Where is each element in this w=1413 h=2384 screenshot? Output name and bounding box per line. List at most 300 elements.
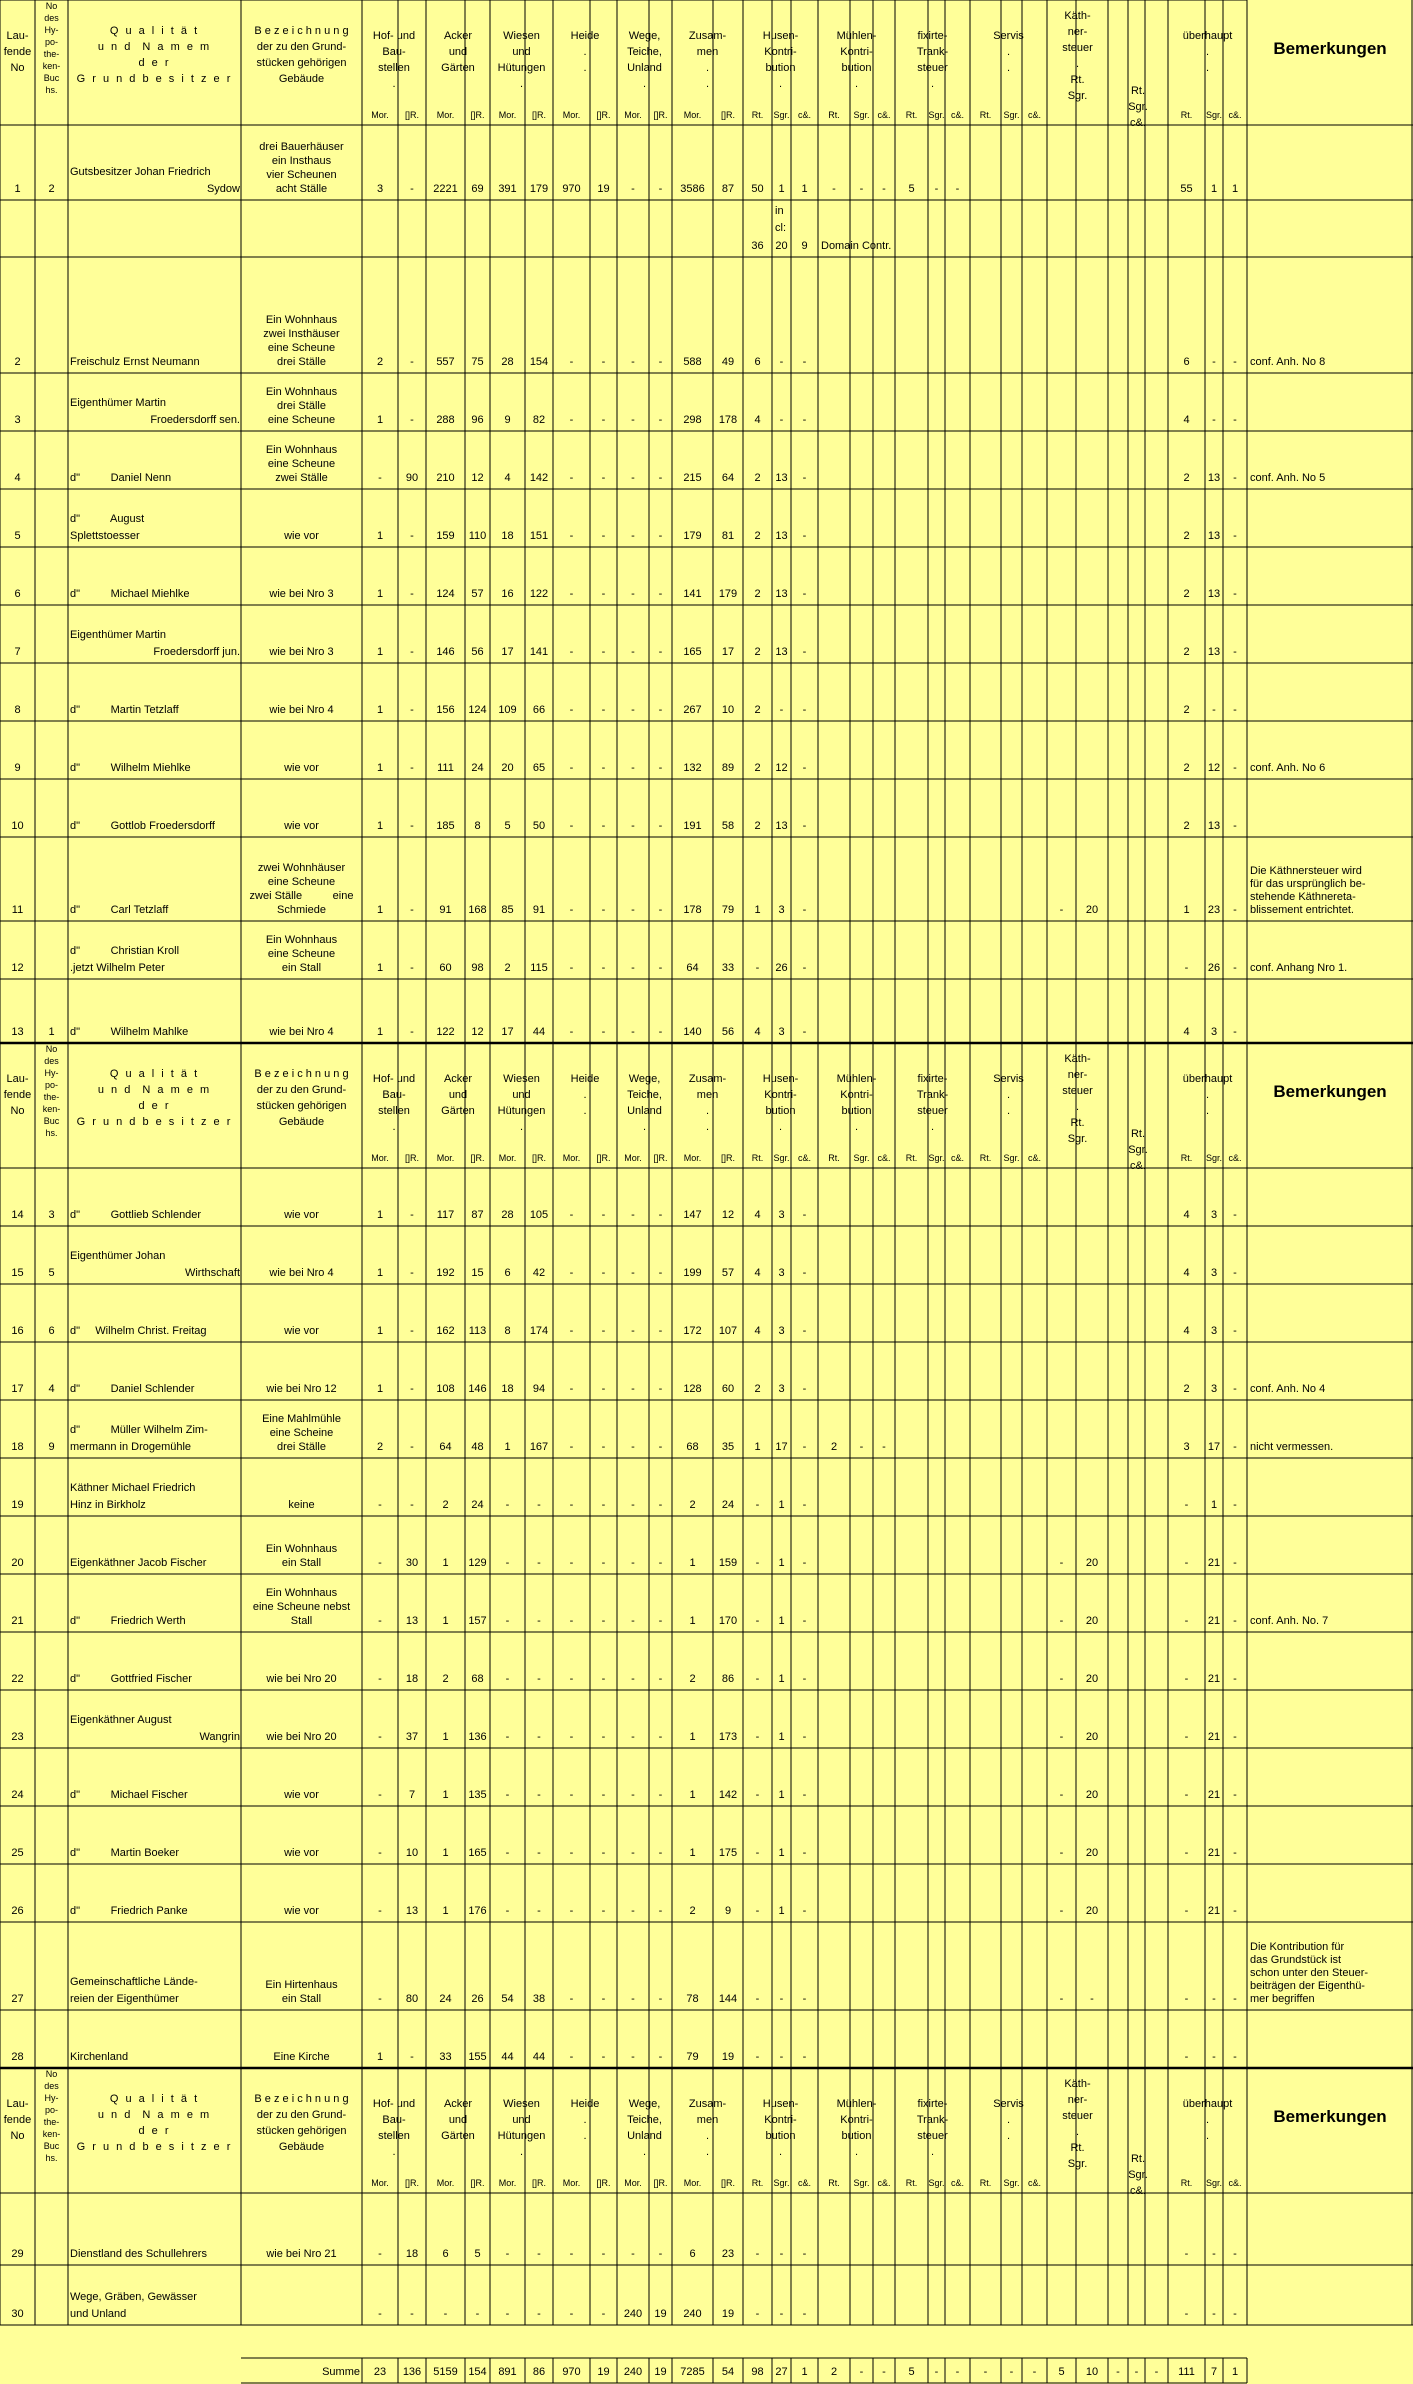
value-ack_r: 98 [471,962,484,974]
unit-label: Mor. [498,2178,517,2188]
owner-name: Froedersdorff jun. [153,646,240,658]
value-ueb_rt: 4 [1183,1325,1190,1337]
value-hei_r: - [601,1441,606,1453]
value-ueb_s: - [1212,1993,1216,2005]
unit-label: c&. [797,1153,811,1163]
value-zus_r: 178 [718,414,738,426]
value-hus_c: - [802,472,807,484]
header-kaeth-text: . [1075,58,1080,70]
building-description: drei Ställe [277,1441,326,1453]
value-wie_m: - [505,2248,510,2260]
header-wiesen-text: Wiesen [503,1073,540,1085]
value-ack_m: 1 [442,1731,449,1743]
remark-text: blissement entrichtet. [1250,904,1354,916]
row-number: 21 [11,1615,24,1627]
value-ack_m: 2221 [433,183,458,195]
value-ack_r: 146 [468,1383,487,1395]
value-ack_m: 1 [442,1615,449,1627]
value-wie_m: - [505,1731,510,1743]
value-hus_s: - [779,1993,784,2005]
value-zus_r: 24 [721,1499,735,1511]
sum-value-hof_r: 136 [402,2366,422,2378]
value-hus_rt: - [755,1847,760,1859]
header-bemerkungen: Bemerkungen [1273,1082,1387,1101]
value-ueb_c: - [1233,762,1237,774]
value-ueb_rt: 1 [1183,904,1190,916]
value-ueb_c: - [1233,1441,1237,1453]
unit-label: Mor. [683,110,702,120]
value-kae_s: 20 [1085,1847,1099,1859]
value-wie_m: 4 [504,472,511,484]
value-ack_m: 192 [436,1267,455,1279]
value-ueb_c: - [1233,356,1237,368]
value-ueb_c: - [1233,2051,1237,2063]
value-ueb_s: 3 [1210,1026,1218,1038]
building-description: wie vor [284,1209,319,1221]
header-zus-text: . [705,62,710,74]
owner-name: Kirchenland [70,2051,129,2063]
header-husen-text: bution [765,62,796,74]
value-ueb_rt: 4 [1183,1209,1190,1221]
unit-label: Mor. [562,2178,581,2188]
value-ack_r: 168 [468,904,487,916]
header-heide-text: . [583,1105,587,1117]
value-hei_m: - [569,1209,574,1221]
owner-name: d" Gottlieb Schlender [70,1209,202,1221]
unit-label: Rt. [751,110,764,120]
header-wege-text: . [642,2146,647,2158]
value-wie_r: - [537,1789,541,1801]
unit-label: Sgr. [1003,110,1020,120]
value-hof_m: 1 [376,530,384,542]
building-description: eine Scheine [269,1427,334,1439]
value-hus_s: 1 [778,1499,785,1511]
value-ueb_rt: - [1184,1847,1189,1859]
value-hus_s: 3 [778,1026,785,1038]
owner-name: Wirthschaft [184,1267,240,1279]
sum-value-zus_r: 54 [721,2366,735,2378]
value-hof_r: - [410,1441,414,1453]
header-ueber-text: . [1205,46,1210,58]
value-weg_r: - [658,530,663,542]
value-zus_m: 79 [686,2051,699,2063]
value-ueb_c: - [1233,1557,1237,1569]
value-hus_s: 1 [778,1731,785,1743]
owner-name: d" Friedrich Werth [70,1615,186,1627]
value-ack_r: 57 [471,588,484,600]
value-hof_r: - [410,183,414,195]
value-ueb_c: - [1233,472,1237,484]
header-ueber-text: überhaupt [1182,1073,1233,1085]
header-qual-text: G r u n d b e s i t z e r [76,2141,233,2153]
value-ueb_c: - [1233,588,1237,600]
value-ueb_c: - [1233,1615,1237,1627]
header-hyp-text: the- [43,49,60,59]
header-rtsgr-text: Sgr. [1128,101,1148,113]
header-trank-text: Trank- [916,46,949,58]
owner-name: d" Daniel Schlender [70,1383,195,1395]
header-hyp-text: No [45,1044,58,1054]
value-weg_r: - [658,1325,663,1337]
value-ueb_s: - [1212,2308,1216,2320]
header-hyp-text: Buc [43,2141,60,2151]
header-kaeth-text: Käth- [1064,1053,1091,1065]
value-hof_r: 37 [405,1731,419,1743]
header-husen-text: bution [765,2130,796,2142]
value-hus_rt: - [755,1557,760,1569]
value-hei_m: - [569,1789,574,1801]
unit-label: []R. [470,1153,485,1163]
value-hus_rt: - [755,2248,760,2260]
value-hus_rt: 2 [754,820,761,832]
value-hof_m: - [378,1847,382,1859]
value-wie_m: - [505,1847,510,1859]
value-wie_m: 6 [504,1267,511,1279]
value-zus_m: 199 [683,1267,702,1279]
value-zus_r: 107 [718,1325,738,1337]
header-bez-text: B e z e i c h n u n g [254,2093,349,2105]
value-wie_r: 167 [529,1441,549,1453]
header-rtsgr-text: Rt. [1130,1128,1146,1140]
value-wie_r: 66 [532,704,546,716]
owner-name: Hinz in Birkholz [70,1499,146,1511]
value-ueb_s: 13 [1207,530,1221,542]
unit-label: Sgr. [773,1153,790,1163]
value-weg_r: - [658,1789,663,1801]
value-ueb_s: - [1212,2051,1216,2063]
building-description: wie vor [284,1847,319,1859]
row-number: 14 [11,1209,24,1221]
sum-value-hei_r: 19 [597,2366,610,2378]
building-description: wie vor [284,762,319,774]
value-ueb_c: - [1233,1789,1237,1801]
value-hof_r: - [410,1499,414,1511]
value-hus_rt: - [755,1673,760,1685]
value-wie_r: 142 [529,472,549,484]
building-description: wie vor [284,820,319,832]
value-zus_r: 64 [721,472,735,484]
value-hus_s: 26 [775,962,788,974]
value-ueb_c: - [1233,530,1237,542]
header-acker-text: und [448,46,468,58]
value-hei_m: - [569,1615,574,1627]
value-hus_c: - [802,704,807,716]
building-description: vier Scheunen [266,169,337,181]
unit-label: Mor. [624,2178,642,2188]
unit-label: Mor. [562,110,581,120]
value-ack_r: 68 [471,1673,484,1685]
value-ack_r: 8 [474,820,481,832]
value-kae_s: 20 [1085,1789,1099,1801]
value-ack_m: 557 [436,356,455,368]
remark-text: schon unter den Steuer- [1250,1967,1369,1979]
unit-label: Rt. [905,2178,918,2188]
owner-name: Eigenthümer Johan [70,1250,166,1262]
value-ueb_rt: - [1184,962,1189,974]
value-hof_r: - [410,820,414,832]
value-weg_r: 19 [654,2308,667,2320]
value-hus_s: 12 [775,762,788,774]
value-hei_r: - [601,1847,606,1859]
value-ueb_c: - [1233,646,1237,658]
value-hei_m: - [569,1673,574,1685]
value-ack_m: 2 [442,1499,449,1511]
value-hei_m: - [569,2051,574,2063]
value-hei_r: - [601,2051,606,2063]
value-hof_r: - [410,646,414,658]
header-wege-text: . [642,78,647,90]
value-wie_r: - [537,1499,541,1511]
header-husen-text: Kontri- [764,2114,797,2126]
header-husen-text: Kontri- [764,1089,797,1101]
value-hus_s: - [779,704,784,716]
value-ueb_rt: - [1184,1615,1189,1627]
value-wie_m: 20 [501,762,514,774]
sum-value-mue_s: - [859,2366,864,2378]
sum-value-wie_m: 891 [498,2366,517,2378]
value-ueb_c: - [1233,1905,1237,1917]
header-rtsgr-text: Sgr. [1128,1144,1148,1156]
value-hus_c: - [802,904,807,916]
unit-label: []R. [531,1153,546,1163]
value-wie_m: 109 [498,704,517,716]
value-zus_m: 1 [689,1847,696,1859]
value-kae_rt: - [1059,1993,1064,2005]
header-trank-text: . [930,2146,935,2158]
unit-label: []R. [720,1153,735,1163]
value-ueb_c: - [1233,1325,1237,1337]
value-wie_m: 5 [504,820,511,832]
row-number: 15 [11,1267,24,1279]
unit-label: []R. [720,110,735,120]
remark-text: Die Kontribution für [1250,1941,1345,1953]
value-hei_m: - [569,530,574,542]
value-hus_rt: 2 [754,588,761,600]
value-ueb_rt: - [1184,2308,1189,2320]
unit-label: Mor. [371,2178,389,2188]
value-ueb_rt: 4 [1183,414,1190,426]
value-hei_r: - [601,1905,606,1917]
sum-value-weg_m: 240 [623,2366,643,2378]
value-wie_m: - [505,1789,510,1801]
sum-value-ueb_rt: 111 [1178,2366,1195,2378]
value-zus_m: 1 [689,1615,696,1627]
value-ueb_s: 21 [1207,1789,1221,1801]
value-hus_s: - [779,2248,784,2260]
building-description: wie vor [284,1325,319,1337]
owner-name: Eigenthümer Martin [70,397,166,409]
value-hof_r: 7 [408,1789,416,1801]
value-hei_r: - [601,1325,606,1337]
value-hei_m: - [569,904,574,916]
value-hus_s: - [779,414,784,426]
value-wie_r: 179 [529,183,549,195]
header-hof-text: Bau- [382,2114,406,2126]
building-description: eine Scheune [267,876,336,888]
row-number: 6 [14,588,21,600]
value-hus_s: 13 [775,530,788,542]
header-rtsgr-text: c&. [1130,1160,1146,1172]
row-number: 2 [14,356,21,368]
building-description: drei Bauerhäuser [259,141,344,153]
owner-name: reien der Eigenthümer [70,1993,179,2005]
value-ack_r: 15 [471,1267,484,1279]
value-hof_m: 1 [376,1383,384,1395]
value-hus_s: 3 [778,904,785,916]
value-hof_m: 1 [376,1209,384,1221]
value-hus_rt: 2 [754,530,761,542]
value-hei_r: - [601,1731,606,1743]
unit-label: Rt. [905,110,918,120]
owner-name: und Unland [70,2308,127,2320]
header-lfd-text: Lau- [6,2098,29,2110]
value-kae_rt: - [1059,1789,1064,1801]
header-acker-text: und [448,1089,468,1101]
value-kae_rt: - [1059,1673,1064,1685]
value-zus_r: 10 [721,704,735,716]
unit-label: c&. [1228,1153,1242,1163]
value-hus_c: - [802,2248,807,2260]
header-hyp-text: Buc [43,73,60,83]
unit-label: Rt. [1180,2178,1193,2188]
value-zus_m: 132 [683,762,702,774]
value-zus_r: 23 [721,2248,735,2260]
row-number: 30 [11,2308,24,2320]
value-zus_r: 12 [721,1209,735,1221]
value-weg_r: - [658,820,663,832]
value-ack_m: 124 [436,588,455,600]
building-description: Schmiede [277,904,326,916]
header-wege-text: Wege, [628,1073,661,1085]
value-zus_r: 170 [718,1615,738,1627]
value-zus_r: 81 [721,530,735,542]
building-description: eine Scheune nebst [252,1601,351,1613]
value-ack_m: 156 [436,704,455,716]
header-acker-text: Gärten [441,1105,475,1117]
value-hof_m: - [378,1499,382,1511]
header-wiesen-text: Wiesen [503,30,540,42]
value-hus_rt: 4 [754,1209,761,1221]
value-wie_m: 8 [504,1325,511,1337]
value-hei_r: - [601,646,606,658]
value-tra_c: - [955,183,960,195]
value-ack_r: 48 [471,1441,484,1453]
value-weg_m: - [631,588,635,600]
value-zus_r: 86 [721,1673,735,1685]
header-hof-text: Hof- und [372,2098,416,2110]
header-hyp-text: ken- [42,61,61,71]
value-zus_m: 68 [686,1441,699,1453]
header-kaeth-text: ner- [1067,2094,1088,2106]
header-qual-text: d e r [138,2125,171,2137]
header-trank-text: fixirte- [917,1073,948,1085]
sum-value-hus_c: 1 [801,2366,808,2378]
value-wie_m: 44 [501,2051,514,2063]
unit-label: c&. [1027,2178,1041,2188]
owner-name: Dienstland des Schullehrers [70,2248,207,2260]
header-wiesen-text: Hütungen [497,1105,546,1117]
value-weg_m: 240 [623,2308,643,2320]
header-bez-text: stücken gehörigen [256,1100,347,1112]
unit-label: Mor. [436,2178,455,2188]
value-zus_m: 140 [683,1026,702,1038]
value-hus_rt: 1 [754,1441,761,1453]
header-ueber-text: überhaupt [1182,30,1233,42]
unit-label: Sgr. [853,110,870,120]
unit-label: c&. [950,2178,964,2188]
value-hei_m: - [569,356,574,368]
value-hei_m: - [569,414,574,426]
header-acker-text: Acker [443,2098,473,2110]
value-weg_r: - [658,1615,663,1627]
value-wie_r: 50 [532,820,546,832]
owner-name: Eigenkäthner Jacob Fischer [70,1557,207,1569]
value-ueb_rt: - [1184,1731,1189,1743]
unit-label: c&. [950,110,964,120]
sum-value-hus_rt: 98 [751,2366,764,2378]
sum-value-ack_r: 154 [468,2366,487,2378]
row-number: 25 [11,1847,24,1859]
value-ueb_s: 21 [1207,1847,1221,1859]
value-weg_m: - [631,1267,635,1279]
value-zus_r: 19 [721,2051,735,2063]
value-kae_s: 20 [1085,1673,1099,1685]
value-ueb_s: 1 [1210,183,1218,195]
header-heide-text: Heide [570,1073,600,1085]
value-ueb_c: - [1233,1383,1237,1395]
unit-label: []R. [653,2178,668,2188]
header-lfd-text: No [10,2130,25,2142]
header-zus-text: . [705,2130,710,2142]
value-wie_r: - [537,1731,541,1743]
owner-name: d" Carl Tetzlaff [70,904,169,916]
value-hei_r: - [601,1993,606,2005]
header-rtsgr-text: c&. [1130,2185,1146,2197]
value-hof_m: 1 [376,904,384,916]
value-ack_m: 162 [436,1325,455,1337]
value-wie_m: 28 [501,1209,514,1221]
value-weg_m: - [631,2051,635,2063]
extra-text: 9 [801,240,808,252]
value-hus_rt: - [755,1615,760,1627]
header-hyp-text: ken- [42,2129,61,2139]
sum-label: Summe [322,2366,360,2378]
header-zus-text: men [696,1089,719,1101]
header-kaeth-text: Rt. [1070,74,1085,86]
value-ack_r: 96 [471,414,484,426]
value-ueb_s: - [1212,704,1216,716]
header-husen-text: Husen- [762,30,799,42]
value-hof_r: - [410,762,414,774]
header-wege-text: Teiche, [627,1089,662,1101]
owner-name: Wangrin [199,1731,240,1743]
value-ack_m: 210 [436,472,455,484]
value-wie_r: 105 [529,1209,549,1221]
header-husen-text: Husen- [762,2098,799,2110]
header-muehl-text: bution [841,62,872,74]
building-description: eine Scheune [267,458,336,470]
value-hei_m: - [569,762,574,774]
unit-label: Mor. [436,110,455,120]
value-hei_m: - [569,1557,574,1569]
building-description: zwei Ställe eine [249,890,354,902]
header-lfd-text: Lau- [6,30,29,42]
value-hus_c: - [802,2051,807,2063]
value-hus_c: - [802,1615,807,1627]
owner-name: Gutsbesitzer Johan Friedrich [70,166,211,178]
building-description: wie vor [284,530,319,542]
unit-label: Mor. [683,1153,702,1163]
